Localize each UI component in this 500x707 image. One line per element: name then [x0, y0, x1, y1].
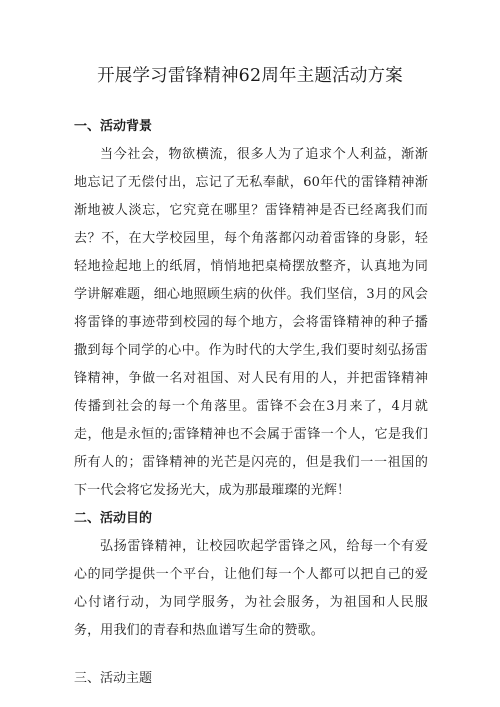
section-heading: 一、活动背景: [74, 119, 153, 134]
section-heading: 三、活动主题: [74, 671, 153, 686]
section-theme: [74, 665, 428, 693]
section-heading: 二、活动目的: [74, 511, 153, 526]
section-paragraph: 弘扬雷锋精神，让校园吹起学雷锋之风，给每一个有爱心的同学提供一个平台，让他们每一个人都可以把自己的爱心付诸行动，为同学服务，为社会服务，为祖国和人民服务，用我们的青春和热血谱写生命的赞歌。: [74, 539, 428, 638]
section-paragraph: 当今社会，物欲横流，很多人为了追求个人利益，渐渐地忘记了无偿付出，忘记了无私奉献，60年代的雷锋精神渐渐地被人淡忘，它究竟在哪里？雷锋精神是否已经离我们而去？不，在大学校园里，每个角落都闪动着雷锋的身影，轻轻地捡起地上的纸屑，悄悄地把桌椅摆放整齐，认真地为同学讲解难题，细心地照顾生病的伙伴。我们坚信，3月的风会将雷锋的事迹带到校园的每个地方，会将雷锋精神的种子播撒到每个同学的心中。作为时代的大学生,我们要时刻弘扬雷锋精神，争做一名对祖国、对人民有用的人，并把雷锋精神传播到社会的每一个角落里。雷锋不会在3月来了，4月就走，他是永恒的;雷锋精神也不会属于雷锋一个人，它是我们所有人的；雷锋精神的光芒是闪亮的，但是我们一一祖国的下一代会将它发扬光大，成为那最璀璨的光辉！: [74, 147, 428, 498]
document-title: 开展学习雷锋精神62周年主题活动方案: [97, 66, 403, 86]
section-purpose: [74, 505, 428, 645]
section-background: [74, 113, 428, 505]
document-body: [74, 113, 428, 693]
